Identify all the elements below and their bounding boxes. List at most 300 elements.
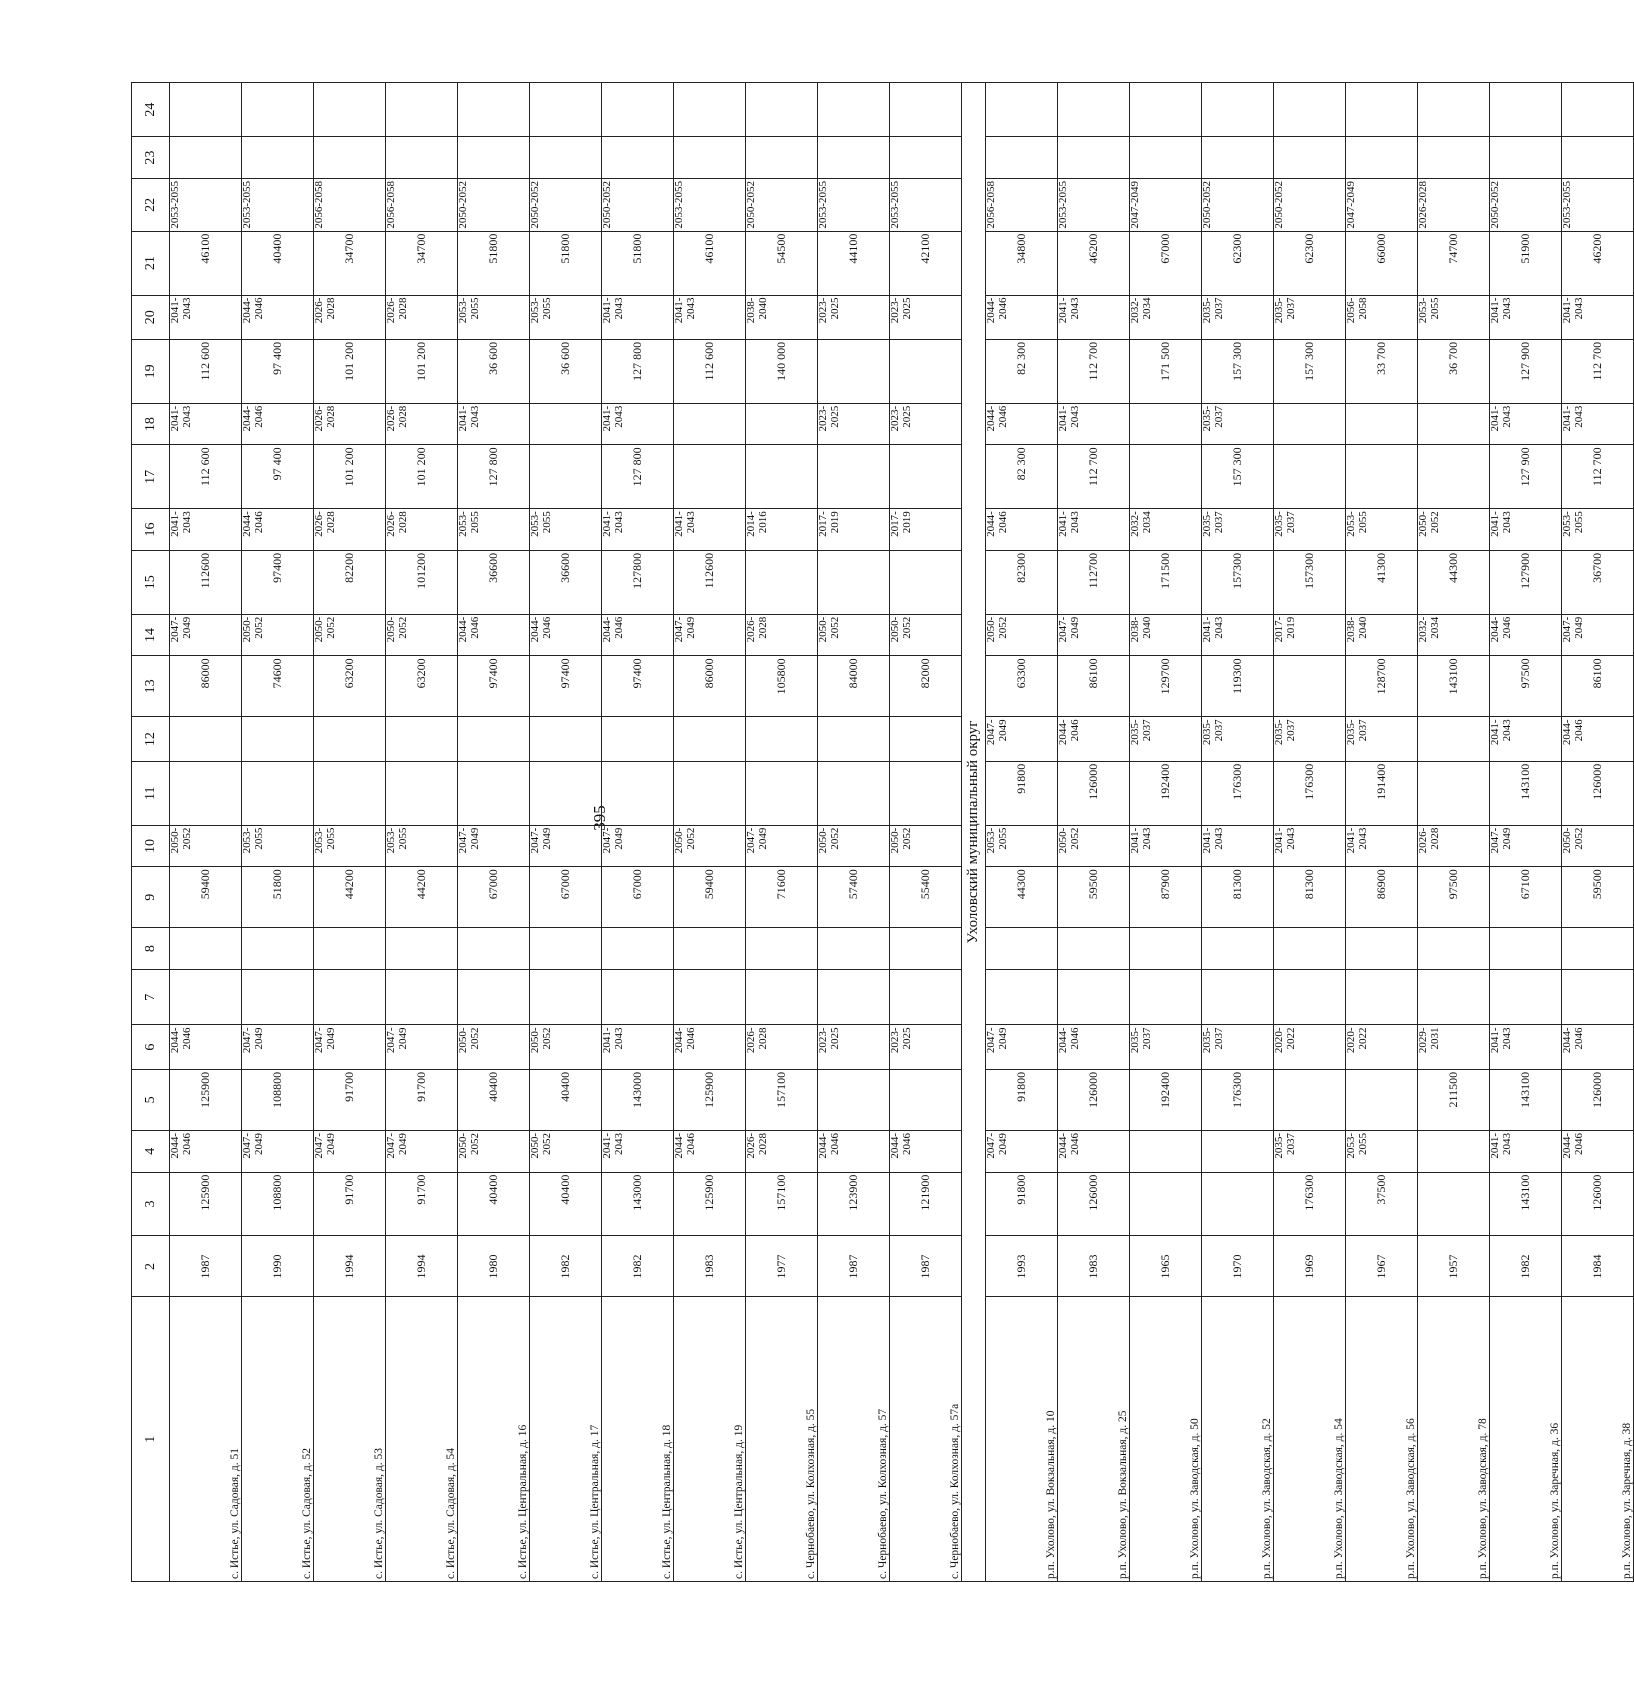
data-cell-col-12: 2035-2037: [1274, 717, 1346, 761]
data-cell-col-16: 2053-2055: [1346, 509, 1418, 551]
data-cell-col-8: [1346, 928, 1418, 970]
data-cell-col-8: [314, 928, 386, 970]
column-number-8: 8: [132, 928, 170, 970]
data-cell-col-12: [1418, 717, 1490, 761]
data-cell-col-12: [170, 717, 242, 761]
data-cell-col-18: [1418, 403, 1490, 445]
data-cell-col-4: 2044-2046: [1058, 1130, 1130, 1172]
data-cell-col-17: 101 200: [314, 445, 386, 509]
data-cell-col-18: 2041-2043: [1058, 403, 1130, 445]
data-cell-col-6: 2044-2046: [674, 1025, 746, 1069]
data-cell-col-20: 2026-2028: [314, 295, 386, 339]
data-cell-col-3: 91700: [314, 1172, 386, 1236]
data-cell-col-6: 2029-2031: [1418, 1025, 1490, 1069]
data-cell-col-14: 2047-2049: [1562, 614, 1634, 656]
data-cell-col-12: [746, 717, 818, 761]
data-cell-col-17: [530, 445, 602, 509]
table-row: [1490, 83, 1562, 1582]
data-cell-col-6: 2044-2046: [1562, 1025, 1634, 1069]
data-cell-col-18: 2044-2046: [986, 403, 1058, 445]
section-title: Ухоловский муниципальный округ: [962, 83, 986, 1582]
data-cell-col-6: 2044-2046: [1058, 1025, 1130, 1069]
data-cell-col-9: 59500: [1058, 867, 1130, 928]
data-cell-col-24: [602, 83, 674, 137]
data-cell-col-18: 2041-2043: [458, 403, 530, 445]
data-cell-col-15: [890, 550, 962, 614]
data-cell-col-23: [1562, 137, 1634, 179]
data-cell-col-21: 66000: [1346, 231, 1418, 295]
data-cell-col-16: 2044-2046: [242, 509, 314, 551]
data-cell-col-8: [1274, 928, 1346, 970]
data-cell-col-9: 51800: [242, 867, 314, 928]
data-cell-col-18: 2023-2025: [818, 403, 890, 445]
data-cell-col-9: 81300: [1274, 867, 1346, 928]
data-cell-col-12: [242, 717, 314, 761]
data-cell-col-9: 67100: [1490, 867, 1562, 928]
data-cell-col-22: 2053-2055: [242, 178, 314, 231]
column-number-5: 5: [132, 1069, 170, 1130]
data-cell-col-5: 143100: [1490, 1069, 1562, 1130]
data-cell-col-4: 2035-2037: [1274, 1130, 1346, 1172]
data-cell-col-23: [1058, 137, 1130, 179]
data-cell-col-14: 2017-2019: [1274, 614, 1346, 656]
data-cell-col-16: 2044-2046: [986, 509, 1058, 551]
data-cell-col-20: 2041-2043: [1490, 295, 1562, 339]
data-cell-col-8: [530, 928, 602, 970]
data-cell-col-20: 2044-2046: [242, 295, 314, 339]
data-cell-col-19: 157 300: [1274, 339, 1346, 403]
address-cell: с. Истье, ул. Центральная, д. 16: [458, 1297, 530, 1582]
data-cell-col-7: [1130, 969, 1202, 1025]
data-cell-col-11: 192400: [1130, 761, 1202, 825]
data-cell-col-22: 2050-2052: [1490, 178, 1562, 231]
data-cell-col-19: 127 800: [602, 339, 674, 403]
data-cell-col-24: [986, 83, 1058, 137]
data-cell-col-5: 143000: [602, 1069, 674, 1130]
data-cell-col-2: 1970: [1202, 1236, 1274, 1297]
address-cell: с. Истье, ул. Центральная, д. 18: [602, 1297, 674, 1582]
data-cell-col-22: 2047-2049: [1130, 178, 1202, 231]
data-cell-col-21: 42100: [890, 231, 962, 295]
data-cell-col-14: 2032-2034: [1418, 614, 1490, 656]
data-cell-col-11: [890, 761, 962, 825]
data-cell-col-21: 34700: [386, 231, 458, 295]
data-cell-col-24: [674, 83, 746, 137]
data-cell-col-7: [674, 969, 746, 1025]
data-cell-col-2: 1987: [818, 1236, 890, 1297]
data-cell-col-12: [386, 717, 458, 761]
data-cell-col-20: 2041-2043: [170, 295, 242, 339]
data-cell-col-22: 2053-2055: [1562, 178, 1634, 231]
data-cell-col-3: 125900: [674, 1172, 746, 1236]
data-cell-col-21: 54500: [746, 231, 818, 295]
column-number-21: 21: [132, 231, 170, 295]
data-cell-col-22: 2050-2052: [1202, 178, 1274, 231]
data-cell-col-23: [1418, 137, 1490, 179]
data-cell-col-9: 81300: [1202, 867, 1274, 928]
data-cell-col-4: 2047-2049: [314, 1130, 386, 1172]
table-body: [170, 83, 1634, 1582]
data-cell-col-16: 2041-2043: [602, 509, 674, 551]
data-cell-col-15: 82300: [986, 550, 1058, 614]
data-cell-col-21: 34700: [314, 231, 386, 295]
data-cell-col-14: 2041-2043: [1202, 614, 1274, 656]
table-row: [746, 83, 818, 1582]
data-cell-col-12: 2041-2043: [1490, 717, 1562, 761]
data-cell-col-4: [1418, 1130, 1490, 1172]
data-cell-col-20: 2041-2043: [602, 295, 674, 339]
data-cell-col-8: [818, 928, 890, 970]
data-cell-col-20: 2026-2028: [386, 295, 458, 339]
data-cell-col-5: 126000: [1058, 1069, 1130, 1130]
data-cell-col-5: 125900: [170, 1069, 242, 1130]
data-cell-col-11: [746, 761, 818, 825]
table-row: [602, 83, 674, 1582]
address-cell: с. Чернобаево, ул. Колхозная, д. 57а: [890, 1297, 962, 1582]
data-cell-col-5: 91700: [386, 1069, 458, 1130]
data-cell-col-11: [674, 761, 746, 825]
data-cell-col-6: 2023-2025: [890, 1025, 962, 1069]
data-cell-col-2: 1967: [1346, 1236, 1418, 1297]
data-cell-col-12: 2044-2046: [1058, 717, 1130, 761]
data-cell-col-10: 2053-2055: [986, 825, 1058, 867]
data-cell-col-15: 112600: [674, 550, 746, 614]
column-number-12: 12: [132, 717, 170, 761]
data-cell-col-17: 112 700: [1058, 445, 1130, 509]
address-cell: р.п. Ухолово, ул. Заводская, д. 52: [1202, 1297, 1274, 1582]
data-cell-col-17: [1274, 445, 1346, 509]
data-cell-col-15: 41300: [1346, 550, 1418, 614]
data-cell-col-10: 2053-2055: [242, 825, 314, 867]
data-cell-col-12: 2035-2037: [1346, 717, 1418, 761]
data-cell-col-21: 62300: [1274, 231, 1346, 295]
data-cell-col-5: 126000: [1562, 1069, 1634, 1130]
data-cell-col-15: 127900: [1490, 550, 1562, 614]
data-cell-col-3: 40400: [530, 1172, 602, 1236]
table-row: [458, 83, 530, 1582]
data-cell-col-23: [1130, 137, 1202, 179]
data-cell-col-12: 2044-2046: [1562, 717, 1634, 761]
data-cell-col-18: [530, 403, 602, 445]
table-row: [986, 83, 1058, 1582]
address-cell: р.п. Ухолово, ул. Заводская, д. 50: [1130, 1297, 1202, 1582]
data-cell-col-12: [458, 717, 530, 761]
data-cell-col-16: 2053-2055: [1562, 509, 1634, 551]
data-cell-col-20: 2053-2055: [530, 295, 602, 339]
column-number-16: 16: [132, 509, 170, 551]
data-cell-col-18: [746, 403, 818, 445]
data-cell-col-9: 59400: [674, 867, 746, 928]
data-cell-col-12: [530, 717, 602, 761]
data-cell-col-16: 2032-2034: [1130, 509, 1202, 551]
data-cell-col-13: 119300: [1202, 656, 1274, 717]
data-cell-col-20: 2041-2043: [1562, 295, 1634, 339]
data-cell-col-4: 2044-2046: [170, 1130, 242, 1172]
data-cell-col-4: [1130, 1130, 1202, 1172]
column-number-header-row: [132, 83, 170, 1582]
data-cell-col-17: [746, 445, 818, 509]
data-cell-col-21: 44100: [818, 231, 890, 295]
data-cell-col-4: 2044-2046: [818, 1130, 890, 1172]
data-cell-col-8: [602, 928, 674, 970]
data-cell-col-19: [818, 339, 890, 403]
data-cell-col-10: 2047-2049: [746, 825, 818, 867]
data-cell-col-13: 84000: [818, 656, 890, 717]
data-cell-col-19: 36 600: [458, 339, 530, 403]
data-cell-col-14: 2050-2052: [818, 614, 890, 656]
data-cell-col-16: 2041-2043: [170, 509, 242, 551]
data-cell-col-9: 97500: [1418, 867, 1490, 928]
data-cell-col-12: [674, 717, 746, 761]
data-cell-col-11: 176300: [1202, 761, 1274, 825]
data-cell-col-15: 44300: [1418, 550, 1490, 614]
data-cell-col-3: 40400: [458, 1172, 530, 1236]
data-cell-col-3: 91700: [386, 1172, 458, 1236]
data-cell-col-13: 97400: [530, 656, 602, 717]
data-cell-col-23: [1274, 137, 1346, 179]
data-cell-col-21: 46200: [1562, 231, 1634, 295]
data-cell-col-23: [170, 137, 242, 179]
data-cell-col-23: [458, 137, 530, 179]
data-cell-col-17: 112 700: [1562, 445, 1634, 509]
data-cell-col-23: [674, 137, 746, 179]
data-cell-col-11: [818, 761, 890, 825]
data-cell-col-13: 97400: [602, 656, 674, 717]
data-cell-col-20: 2035-2037: [1274, 295, 1346, 339]
table-row: [1346, 83, 1418, 1582]
data-cell-col-21: 40400: [242, 231, 314, 295]
data-cell-col-2: 1993: [986, 1236, 1058, 1297]
data-cell-col-23: [890, 137, 962, 179]
data-cell-col-3: 108800: [242, 1172, 314, 1236]
data-cell-col-23: [602, 137, 674, 179]
data-cell-col-10: 2041-2043: [1346, 825, 1418, 867]
data-cell-col-24: [1058, 83, 1130, 137]
data-cell-col-8: [890, 928, 962, 970]
data-cell-col-5: 91700: [314, 1069, 386, 1130]
data-cell-col-14: 2044-2046: [602, 614, 674, 656]
data-cell-col-7: [170, 969, 242, 1025]
data-cell-col-15: 82200: [314, 550, 386, 614]
data-cell-col-2: 1984: [1562, 1236, 1634, 1297]
data-cell-col-11: [170, 761, 242, 825]
data-cell-col-10: 2026-2028: [1418, 825, 1490, 867]
data-cell-col-13: 86000: [170, 656, 242, 717]
data-cell-col-14: 2038-2040: [1130, 614, 1202, 656]
data-cell-col-15: 112600: [170, 550, 242, 614]
data-cell-col-15: 97400: [242, 550, 314, 614]
data-cell-col-6: 2020-2022: [1274, 1025, 1346, 1069]
data-cell-col-17: 157 300: [1202, 445, 1274, 509]
data-cell-col-7: [1418, 969, 1490, 1025]
data-cell-col-11: 191400: [1346, 761, 1418, 825]
data-cell-col-11: 176300: [1274, 761, 1346, 825]
data-cell-col-9: 55400: [890, 867, 962, 928]
data-cell-col-2: 1957: [1418, 1236, 1490, 1297]
data-cell-col-22: 2053-2055: [890, 178, 962, 231]
data-cell-col-14: 2050-2052: [890, 614, 962, 656]
data-cell-col-20: 2041-2043: [674, 295, 746, 339]
data-cell-col-8: [242, 928, 314, 970]
data-cell-col-4: 2044-2046: [890, 1130, 962, 1172]
data-cell-col-15: 171500: [1130, 550, 1202, 614]
data-cell-col-11: [602, 761, 674, 825]
data-cell-col-9: 87900: [1130, 867, 1202, 928]
data-cell-col-23: [530, 137, 602, 179]
data-cell-col-9: 44300: [986, 867, 1058, 928]
data-cell-col-6: 2047-2049: [386, 1025, 458, 1069]
data-cell-col-16: 2035-2037: [1274, 509, 1346, 551]
table-row: [386, 83, 458, 1582]
data-cell-col-7: [242, 969, 314, 1025]
data-cell-col-14: 2044-2046: [1490, 614, 1562, 656]
data-cell-col-19: 36 700: [1418, 339, 1490, 403]
cost-schedule-table: [131, 82, 1634, 1582]
data-cell-col-24: [386, 83, 458, 137]
data-cell-col-23: [1202, 137, 1274, 179]
data-cell-col-11: 91800: [986, 761, 1058, 825]
data-cell-col-13: 74600: [242, 656, 314, 717]
data-cell-col-17: 127 800: [602, 445, 674, 509]
data-cell-col-4: 2044-2046: [674, 1130, 746, 1172]
data-cell-col-2: 1987: [890, 1236, 962, 1297]
data-cell-col-5: 40400: [530, 1069, 602, 1130]
data-cell-col-7: [1562, 969, 1634, 1025]
data-cell-col-6: 2050-2052: [458, 1025, 530, 1069]
data-cell-col-17: 97 400: [242, 445, 314, 509]
address-cell: р.п. Ухолово, ул. Заводская, д. 56: [1346, 1297, 1418, 1582]
data-cell-col-7: [890, 969, 962, 1025]
data-cell-col-14: 2044-2046: [458, 614, 530, 656]
data-cell-col-11: [386, 761, 458, 825]
data-cell-col-19: 101 200: [314, 339, 386, 403]
data-cell-col-12: [890, 717, 962, 761]
data-cell-col-12: 2035-2037: [1202, 717, 1274, 761]
data-cell-col-2: 1994: [386, 1236, 458, 1297]
data-cell-col-11: 126000: [1058, 761, 1130, 825]
address-cell: р.п. Ухолово, ул. Вокзальная, д. 10: [986, 1297, 1058, 1582]
data-cell-col-13: 86000: [674, 656, 746, 717]
data-cell-col-9: 59500: [1562, 867, 1634, 928]
data-cell-col-15: 127800: [602, 550, 674, 614]
data-cell-col-22: 2056-2058: [386, 178, 458, 231]
data-cell-col-21: 51800: [602, 231, 674, 295]
data-cell-col-5: 176300: [1202, 1069, 1274, 1130]
data-cell-col-16: 2041-2043: [674, 509, 746, 551]
data-cell-col-2: 1980: [458, 1236, 530, 1297]
column-number-24: 24: [132, 83, 170, 137]
data-cell-col-18: [1346, 403, 1418, 445]
data-cell-col-8: [746, 928, 818, 970]
column-number-6: 6: [132, 1025, 170, 1069]
data-cell-col-23: [314, 137, 386, 179]
data-cell-col-18: 2041-2043: [1562, 403, 1634, 445]
data-cell-col-6: 2047-2049: [986, 1025, 1058, 1069]
data-cell-col-2: 1994: [314, 1236, 386, 1297]
data-cell-col-19: 82 300: [986, 339, 1058, 403]
data-cell-col-2: 1987: [170, 1236, 242, 1297]
data-cell-col-22: 2026-2028: [1418, 178, 1490, 231]
data-cell-col-19: [890, 339, 962, 403]
data-cell-col-14: 2050-2052: [986, 614, 1058, 656]
data-cell-col-16: 2053-2055: [458, 509, 530, 551]
data-cell-col-9: 67000: [602, 867, 674, 928]
data-cell-col-7: [1202, 969, 1274, 1025]
data-cell-col-11: [242, 761, 314, 825]
data-cell-col-9: 44200: [386, 867, 458, 928]
data-cell-col-22: 2056-2058: [986, 178, 1058, 231]
data-cell-col-3: 37500: [1346, 1172, 1418, 1236]
data-cell-col-16: 2041-2043: [1490, 509, 1562, 551]
data-cell-col-7: [818, 969, 890, 1025]
data-cell-col-16: 2014-2016: [746, 509, 818, 551]
data-cell-col-17: 82 300: [986, 445, 1058, 509]
data-cell-col-15: 157300: [1202, 550, 1274, 614]
column-number-14: 14: [132, 614, 170, 656]
data-cell-col-11: 126000: [1562, 761, 1634, 825]
data-cell-col-20: 2041-2043: [1058, 295, 1130, 339]
column-number-19: 19: [132, 339, 170, 403]
data-cell-col-7: [530, 969, 602, 1025]
data-cell-col-3: 125900: [170, 1172, 242, 1236]
data-cell-col-13: [1274, 656, 1346, 717]
data-cell-col-4: 2041-2043: [1490, 1130, 1562, 1172]
data-cell-col-17: 127 900: [1490, 445, 1562, 509]
data-cell-col-13: 86100: [1058, 656, 1130, 717]
data-cell-col-14: 2050-2052: [314, 614, 386, 656]
data-cell-col-24: [458, 83, 530, 137]
data-cell-col-3: [1418, 1172, 1490, 1236]
data-cell-col-10: 2053-2055: [314, 825, 386, 867]
data-cell-col-8: [386, 928, 458, 970]
data-cell-col-18: 2026-2028: [314, 403, 386, 445]
data-cell-col-10: 2050-2052: [818, 825, 890, 867]
data-cell-col-16: 2026-2028: [314, 509, 386, 551]
data-cell-col-5: 40400: [458, 1069, 530, 1130]
data-cell-col-6: 2044-2046: [170, 1025, 242, 1069]
address-cell: с. Истье, ул. Садовая, д. 52: [242, 1297, 314, 1582]
data-cell-col-4: 2050-2052: [530, 1130, 602, 1172]
column-number-2: 2: [132, 1236, 170, 1297]
address-cell: с. Истье, ул. Центральная, д. 19: [674, 1297, 746, 1582]
data-cell-col-17: [674, 445, 746, 509]
data-cell-col-21: 46200: [1058, 231, 1130, 295]
data-cell-col-6: 2041-2043: [1490, 1025, 1562, 1069]
data-cell-col-2: 1983: [674, 1236, 746, 1297]
data-cell-col-13: 128700: [1346, 656, 1418, 717]
data-cell-col-4: 2050-2052: [458, 1130, 530, 1172]
table-row: [1130, 83, 1202, 1582]
data-cell-col-14: 2047-2049: [1058, 614, 1130, 656]
data-cell-col-22: 2056-2058: [314, 178, 386, 231]
column-number-11: 11: [132, 761, 170, 825]
data-cell-col-19: 140 000: [746, 339, 818, 403]
data-cell-col-16: 2026-2028: [386, 509, 458, 551]
data-cell-col-14: 2050-2052: [242, 614, 314, 656]
data-cell-col-4: [1202, 1130, 1274, 1172]
table-row: [314, 83, 386, 1582]
data-cell-col-3: 143000: [602, 1172, 674, 1236]
data-cell-col-10: 2041-2043: [1130, 825, 1202, 867]
data-cell-col-3: [1202, 1172, 1274, 1236]
data-cell-col-17: 127 800: [458, 445, 530, 509]
address-cell: с. Истье, ул. Садовая, д. 53: [314, 1297, 386, 1582]
data-cell-col-17: [1130, 445, 1202, 509]
data-cell-col-9: 67000: [530, 867, 602, 928]
data-cell-col-24: [1346, 83, 1418, 137]
data-cell-col-10: 2050-2052: [1058, 825, 1130, 867]
data-cell-col-5: 192400: [1130, 1069, 1202, 1130]
